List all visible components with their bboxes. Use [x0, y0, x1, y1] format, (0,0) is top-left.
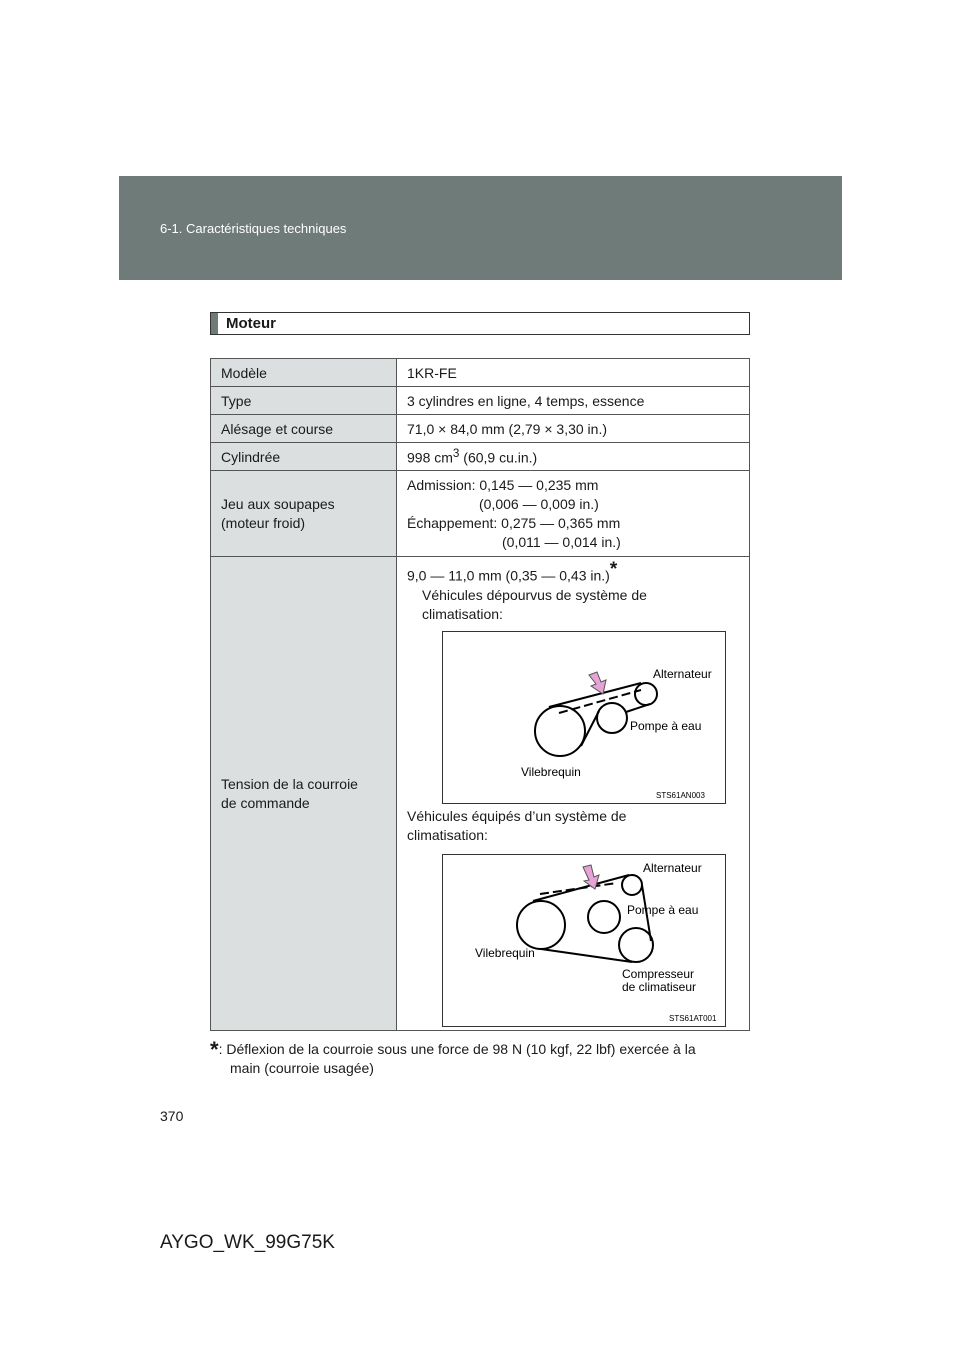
row-value: 71,0 × 84,0 mm (2,79 × 3,30 in.): [397, 415, 750, 443]
row-value: [397, 557, 750, 1031]
footnote-star: *: [210, 1037, 219, 1062]
footnote-text: : Déflexion de la courroie sous une force de 98 N (10 kgf, 22 lbf) exercée à la: [218, 1041, 696, 1057]
footnote-line: main (courroie usagée): [230, 1060, 374, 1076]
row-value: 3 cylindres en ligne, 4 temps, essence: [397, 387, 750, 415]
section-title-box: [210, 312, 750, 335]
compressor-label: Compresseur: [622, 966, 695, 981]
belt-diagram-drawing: [443, 632, 725, 803]
table-row: [211, 359, 750, 387]
footnote-line: [210, 1037, 750, 1062]
table-row: [211, 387, 750, 415]
row-value: [397, 443, 750, 471]
alternator-label: Alternateur: [653, 666, 712, 681]
row-label: [211, 471, 397, 557]
row-label-line: Jeu aux soupapes: [221, 495, 335, 512]
compressor-pulley: [619, 928, 653, 962]
belt-segment: [541, 949, 632, 962]
row-value: [397, 471, 750, 557]
section-title-marker: [211, 313, 218, 334]
belt-segment: [626, 704, 650, 712]
water-pump-label: Pompe à eau: [630, 718, 702, 733]
table-row: [211, 471, 750, 557]
compressor-label: de climatiseur: [622, 979, 697, 994]
intake-clearance: Admission: 0,145 — 0,235 mm: [407, 476, 599, 493]
section-breadcrumb: 6-1. Caractéristiques techniques: [160, 221, 347, 236]
belt-deflection-value: [407, 560, 749, 586]
case-with-ac: Véhicules équipés d’un système de: [407, 807, 627, 824]
belt-diagram-with-ac: [442, 854, 726, 1027]
diagram-code: STS61AT001: [669, 1013, 717, 1023]
row-label: Cylindrée: [211, 443, 397, 471]
document-code: AYGO_WK_99G75K: [160, 1232, 335, 1253]
crankshaft-label: Vilebrequin: [475, 945, 535, 960]
exhaust-clearance: Échappement: 0,275 — 0,365 mm: [407, 514, 621, 531]
table-row: [211, 443, 750, 471]
row-label: Type: [211, 387, 397, 415]
arrow-icon: [589, 672, 606, 694]
alternator-label: Alternateur: [643, 860, 702, 875]
exhaust-clearance-imperial: (0,011 — 0,014 in.): [502, 533, 621, 550]
row-label-line: de commande: [221, 794, 310, 811]
row-label-line: Tension de la courroie: [221, 775, 358, 792]
alternator-pulley: [635, 683, 657, 705]
belt-segment: [581, 711, 599, 746]
row-value: 1KR-FE: [397, 359, 750, 387]
case-without-ac: climatisation:: [422, 605, 503, 622]
footnote: [210, 1037, 750, 1078]
belt-diagram-without-ac: [442, 631, 726, 804]
water-pump-label: Pompe à eau: [627, 902, 699, 917]
belt-diagram-drawing: [443, 855, 725, 1026]
displacement-exponent: 3: [452, 447, 460, 461]
row-label: Modèle: [211, 359, 397, 387]
water-pump-pulley: [597, 703, 627, 733]
displacement-imperial: (60,9 cu.in.): [459, 449, 538, 466]
page-number: 370: [160, 1108, 184, 1124]
water-pump-pulley: [588, 901, 620, 933]
crankshaft-pulley: [517, 901, 565, 949]
footnote-marker: *: [609, 559, 618, 580]
section-title: Moteur: [226, 315, 276, 332]
belt-deflection-text: 9,0 — 11,0 mm (0,35 — 0,43 in.): [407, 567, 610, 584]
case-without-ac: Véhicules dépourvus de système de: [422, 586, 647, 603]
displacement-value: 998 cm: [407, 449, 453, 466]
row-label: [211, 557, 397, 1031]
alternator-pulley: [622, 875, 642, 895]
case-with-ac: climatisation:: [407, 826, 488, 843]
crankshaft-label: Vilebrequin: [521, 764, 581, 779]
table-row: [211, 557, 750, 1031]
spec-table: [210, 358, 750, 1031]
intake-clearance-imperial: (0,006 — 0,009 in.): [479, 495, 599, 512]
row-label: Alésage et course: [211, 415, 397, 443]
table-row: [211, 415, 750, 443]
row-label-line: (moteur froid): [221, 514, 306, 531]
diagram-code: STS61AN003: [656, 790, 705, 800]
